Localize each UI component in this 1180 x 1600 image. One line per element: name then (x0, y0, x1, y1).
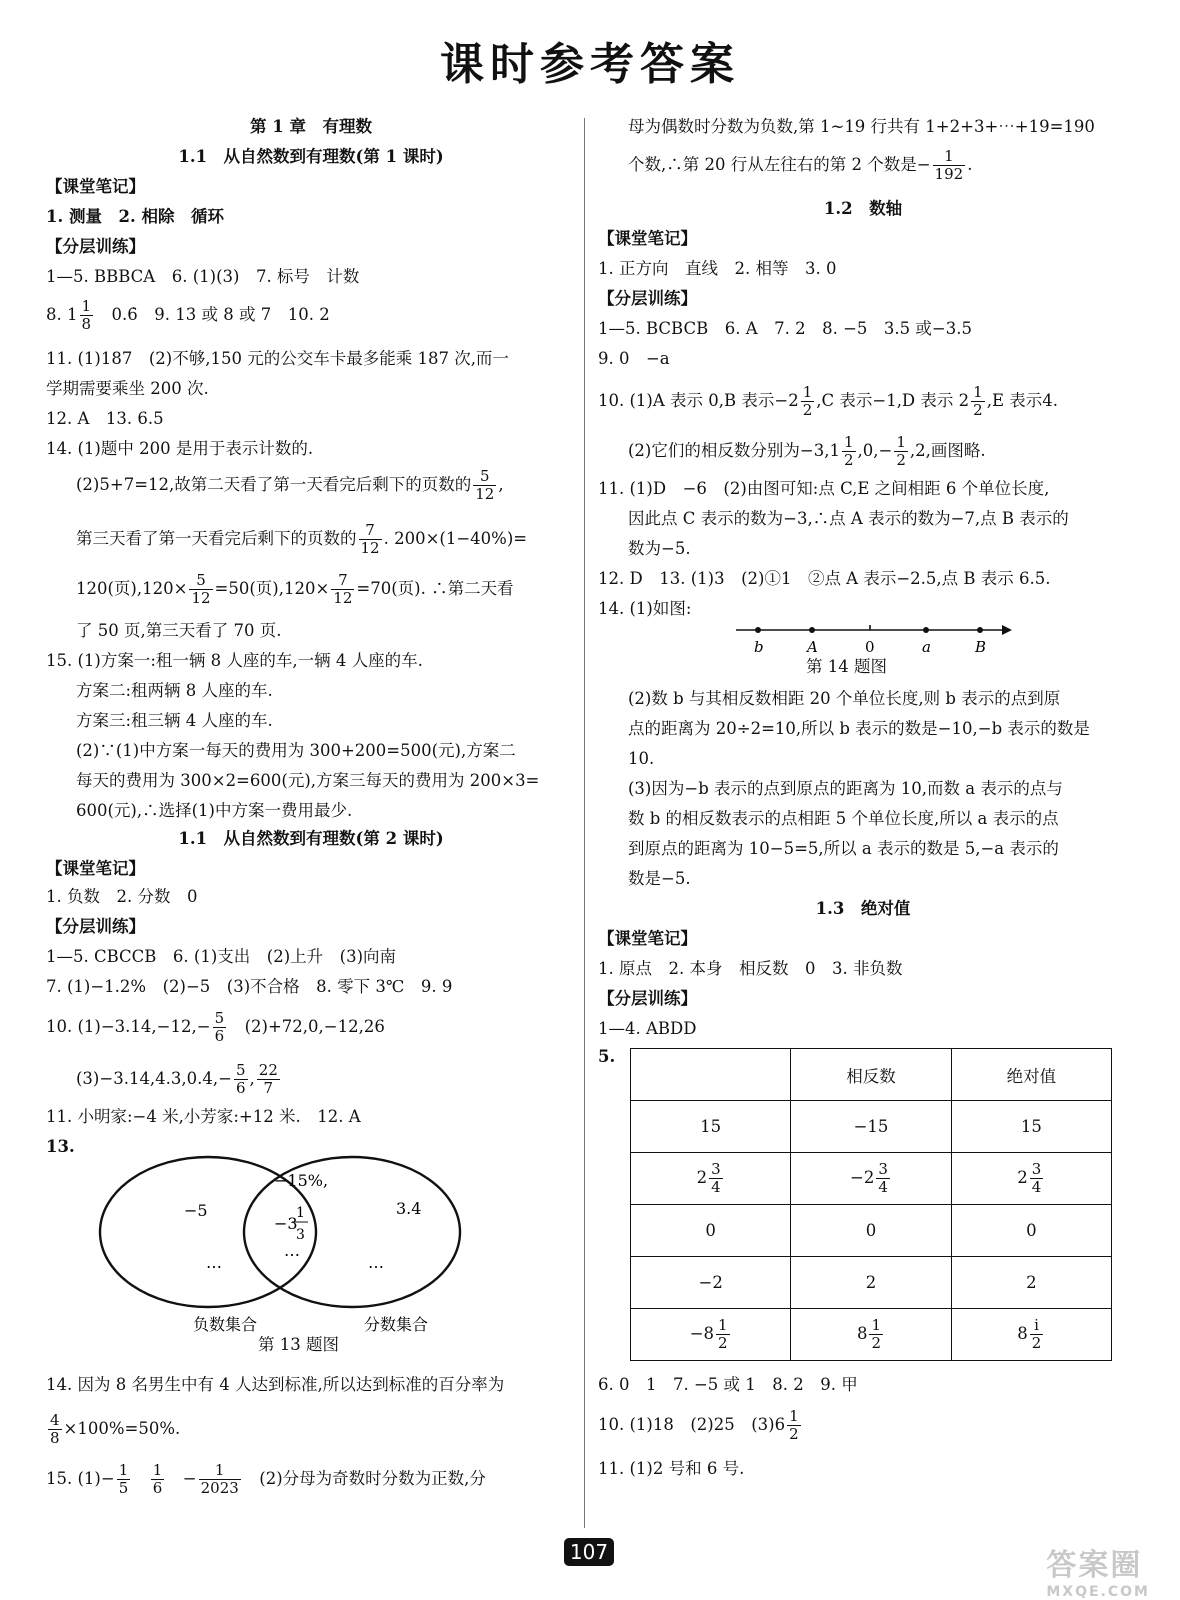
answer-line: 1. 负数 2. 分数 0 (46, 887, 198, 906)
label-A: A (807, 638, 818, 656)
fraction (716, 1317, 730, 1352)
answer-line: 12. A 13. 6.5 (46, 409, 164, 428)
label-B: B (975, 638, 987, 656)
fraction (151, 1462, 165, 1497)
answer-line: 1. 测量 2. 相除 循环 (46, 207, 224, 226)
answer-line: (3)因为−b 表示的点到原点的距离为 10,而数 a 表示的点与 (628, 779, 1063, 798)
venn-dots-left: … (206, 1253, 222, 1272)
answer-line (76, 468, 504, 503)
venn-right-value: 3.4 (396, 1199, 422, 1218)
table-cell: 2 (791, 1257, 951, 1309)
table-cell: 2 (951, 1257, 1111, 1309)
text: , (249, 1069, 255, 1088)
answer-line: 数为−5. (628, 539, 691, 558)
text: (2)5+7=12,故第二天看了第一天看完后剩下的页数的 (76, 475, 472, 494)
text: ×100%=50%. (63, 1419, 181, 1438)
fraction (933, 148, 966, 183)
fraction (894, 434, 908, 469)
table-cell: 0 (631, 1205, 791, 1257)
denominator: 4 (711, 1178, 721, 1196)
whole: 2 (696, 1168, 708, 1187)
numerator: 7 (359, 522, 382, 540)
fraction (80, 298, 94, 333)
watermark-logo: 答案圈 (1046, 1548, 1143, 1583)
fraction (842, 434, 856, 469)
table-row (631, 1257, 1112, 1309)
denominator: 6 (235, 1079, 246, 1097)
table-cell (951, 1153, 1111, 1205)
text: . (967, 155, 973, 174)
numerator: 5 (473, 468, 496, 486)
table-row (631, 1309, 1112, 1361)
answer-line: 方案三:租三辆 4 人座的车. (76, 711, 273, 730)
answer-line (628, 148, 972, 183)
numerator: 1 (843, 433, 854, 451)
text: 10. (1)−3.14,−12,− (46, 1017, 211, 1036)
text: 10. (1)18 (2)25 (3)6 (598, 1415, 786, 1434)
label-training: 【分层训练】 (46, 237, 145, 256)
table-header-row (631, 1049, 1112, 1101)
text: 120(页),120× (76, 579, 188, 598)
answer-line (628, 434, 986, 469)
answer-table (630, 1048, 1112, 1361)
answer-line: 13. (46, 1137, 75, 1156)
answer-line (46, 1462, 486, 1497)
numerator: 1 (933, 148, 966, 166)
answer-line: 7. (1)−1.2% (2)−5 (3)不合格 8. 零下 3℃ 9. 9 (46, 977, 453, 996)
numerator: i (1030, 1317, 1044, 1335)
text: 0.6̇ 9. 13 或 8 或 7 10. 2 (95, 305, 330, 324)
answer-line: 14. (1)题中 200 是用于表示计数的. (46, 439, 314, 458)
table-row (631, 1205, 1112, 1257)
denominator: 2 (789, 1425, 799, 1443)
fraction (473, 468, 496, 503)
denominator: 7 (263, 1079, 274, 1097)
answer-line: 1. 原点 2. 本身 相反数 0 3. 非负数 (598, 959, 903, 978)
whole: 8 (1017, 1324, 1028, 1343)
point-a (923, 627, 929, 633)
figure-caption: 第 14 题图 (806, 657, 887, 676)
numerator: 1 (789, 1407, 799, 1425)
answer-line: 数是−5. (628, 869, 691, 888)
fraction (189, 572, 212, 607)
denominator: 4 (1031, 1178, 1042, 1196)
table-cell: 0 (791, 1205, 951, 1257)
numerator: 1 (118, 1461, 129, 1479)
answer-line: 方案二:租两辆 8 人座的车. (76, 681, 273, 700)
fraction (48, 1412, 62, 1447)
axis-arrow (1002, 625, 1012, 635)
fraction (257, 1062, 280, 1097)
numerator: 5 (214, 1009, 225, 1027)
venn-dots-center: … (284, 1241, 300, 1260)
answer-line: 11. 小明家:−4 米,小芳家:+12 米. 12. A (46, 1107, 361, 1126)
venn-center-top: −15%, (274, 1171, 329, 1190)
table-header-cell: 相反数 (791, 1049, 951, 1101)
table-row (631, 1101, 1112, 1153)
fraction (331, 572, 354, 607)
numerator: 3 (1031, 1160, 1042, 1178)
answer-line (76, 522, 527, 557)
venn-diagram (96, 1132, 506, 1342)
text: 10. (1)A 表示 0,B 表示−2 (598, 391, 799, 410)
text: (3)−3.14,4.3,0.4̇,− (76, 1069, 232, 1088)
point-A (809, 627, 815, 633)
fraction (709, 1161, 723, 1196)
label-a: a (922, 638, 931, 656)
label-training: 【分层训练】 (598, 989, 697, 1008)
table-row (631, 1153, 1112, 1205)
answer-line: 12. D 13. (1)3 (2)①1 ②点 A 表示−2.5,点 B 表示 6.5. (598, 569, 1051, 588)
text: 个数,∴第 20 行从左往右的第 2 个数是− (628, 155, 931, 174)
answer-line (598, 384, 1058, 419)
label-classnotes: 【课堂笔记】 (46, 177, 145, 196)
text: (2)+72,0,−12,26 (228, 1017, 385, 1036)
page-number: 107 (564, 1538, 614, 1566)
denominator: 12 (191, 589, 211, 607)
numerator: 7 (331, 572, 354, 590)
numerator: 1 (802, 383, 813, 401)
text: ,E 表示4. (986, 391, 1058, 410)
table-cell (631, 1309, 791, 1361)
numerator: 1 (81, 297, 92, 315)
fraction (1030, 1317, 1044, 1352)
table-cell: 15 (631, 1101, 791, 1153)
watermark (1046, 1540, 1150, 1600)
label-classnotes: 【课堂笔记】 (598, 929, 697, 948)
label-training: 【分层训练】 (598, 289, 697, 308)
answer-line: 1—4. ABDD (598, 1019, 697, 1038)
text: , (498, 475, 504, 494)
text: =70(页). ∴第二天看 (356, 579, 514, 598)
text: (2)它们的相反数分别为−3,1 (628, 441, 840, 460)
numerator: 5 (235, 1061, 246, 1079)
denominator: 12 (475, 485, 495, 503)
denominator: 2 (871, 1334, 882, 1352)
denominator: 12 (360, 539, 380, 557)
label-0: 0 (865, 638, 875, 656)
text: − (182, 1469, 197, 1488)
fraction (234, 1062, 248, 1097)
whole: −8 (689, 1324, 715, 1343)
denominator: 6 (214, 1027, 225, 1045)
denominator: 192 (934, 165, 964, 183)
numerator: 1 (199, 1462, 241, 1480)
answer-line: 每天的费用为 300×2=600(元),方案三每天的费用为 200×3= (76, 771, 540, 790)
venn-center-denominator: 3 (296, 1227, 305, 1243)
venn-label-fraction: 分数集合 (364, 1315, 429, 1334)
numerator: 1 (718, 1316, 728, 1334)
venn-left-value: −5 (184, 1201, 208, 1220)
answer-line: 11. (1)187 (2)不够,150 元的公交车卡最多能乘 187 次,而一 (46, 349, 509, 368)
answer-line: 1—5. CBCCB 6. (1)支出 (2)上升 (3)向南 (46, 947, 397, 966)
label-classnotes: 【课堂笔记】 (598, 229, 697, 248)
venn-dots-right: … (368, 1253, 384, 1272)
numerator: 1 (871, 1316, 882, 1334)
denominator: 2 (802, 401, 813, 419)
denominator: 8 (50, 1429, 60, 1447)
answer-line: 到原点的距离为 10−5=5,所以 a 表示的数是 5,−a 表示的 (628, 839, 1059, 858)
table-header-cell: 绝对值 (951, 1049, 1111, 1101)
fraction (801, 384, 815, 419)
numerator: 1 (896, 433, 906, 451)
denominator: 2 (843, 451, 854, 469)
text: ,0,− (857, 441, 893, 460)
section-heading: 1.1 从自然数到有理数(第 1 课时) (178, 147, 444, 166)
text: =50(页),120× (214, 579, 330, 598)
table-cell (791, 1309, 951, 1361)
answer-line (46, 298, 330, 333)
answer-line: 15. (1)方案一:租一辆 8 人座的车,一辆 4 人座的车. (46, 651, 423, 670)
table-cell: 0 (951, 1205, 1111, 1257)
numerator: 3 (878, 1160, 888, 1178)
answer-line: 数 b 的相反数表示的点相距 5 个单位长度,所以 a 表示的点 (628, 809, 1059, 828)
answer-line: 6. 0 1 7. −5 或 1 8. 2 9. 甲 (598, 1375, 858, 1394)
answer-line: 9. 0 −a (598, 349, 670, 368)
answer-line: 10. (628, 749, 655, 768)
answer-line: 1—5. BBBCA 6. (1)(3) 7. 标号 计数 (46, 267, 360, 286)
whole: 8 (856, 1324, 868, 1343)
fraction (787, 1408, 801, 1443)
answer-line: 600(元),∴选择(1)中方案一费用最少. (76, 801, 353, 820)
fraction (876, 1161, 890, 1196)
numerator: 3 (711, 1160, 721, 1178)
page-title: 课时参考答案 (440, 39, 740, 90)
denominator: 2 (1031, 1334, 1042, 1352)
table-cell: −15 (791, 1101, 951, 1153)
answer-line: 14. (1)如图: (598, 599, 692, 618)
answer-line: 了 50 页,第三天看了 70 页. (76, 621, 282, 640)
text: 第三天看了第一天看完后剩下的页数的 (76, 529, 357, 548)
table-cell: −2 (631, 1257, 791, 1309)
venn-center-numerator: 1 (296, 1205, 305, 1221)
whole: 2 (1017, 1168, 1028, 1187)
table-cell (951, 1309, 1111, 1361)
fraction (359, 522, 382, 557)
denominator: 5 (118, 1479, 129, 1497)
numerator: 1 (973, 383, 983, 401)
denominator: 2 (718, 1334, 728, 1352)
fraction (869, 1317, 883, 1352)
answer-line: (2)数 b 与其相反数相距 20 个单位长度,则 b 表示的点到原 (628, 689, 1061, 708)
answer-line: 母为偶数时分数为负数,第 1~19 行共有 1+2+3+⋯+19=190 (628, 117, 1095, 136)
whole: −2 (850, 1168, 875, 1187)
answer-line: 5. (598, 1047, 616, 1066)
denominator: 2023 (200, 1479, 239, 1497)
answer-line: (2)∵(1)中方案一每天的费用为 300+200=500(元),方案二 (76, 741, 516, 760)
venn-center-whole: −3 (274, 1214, 298, 1233)
answer-line: 14. 因为 8 名男生中有 4 人达到标准,所以达到标准的百分率为 (46, 1375, 505, 1394)
section-heading: 1.2 数轴 (823, 199, 903, 218)
text: ,2,画图略. (909, 441, 986, 460)
label-classnotes: 【课堂笔记】 (46, 859, 145, 878)
answer-line: 学期需要乘坐 200 次. (46, 379, 209, 398)
label-training: 【分层训练】 (46, 917, 145, 936)
table-header-cell (631, 1049, 791, 1101)
text: 15. (1)− (46, 1469, 115, 1488)
answer-line: 点的距离为 20÷2=10,所以 b 表示的数是−10,−b 表示的数是 (628, 719, 1090, 738)
answer-line (76, 572, 514, 607)
point-b (755, 627, 761, 633)
answer-line (598, 1408, 803, 1443)
table-cell: 15 (951, 1101, 1111, 1153)
text: (2)分母为奇数时分数为正数,分 (259, 1469, 486, 1488)
answer-line (76, 1062, 282, 1097)
column-divider (584, 118, 585, 1528)
number-line-figure (728, 618, 1018, 658)
label-b: b (754, 638, 764, 656)
text: ,C 表示−1,D 表示 2 (816, 391, 970, 410)
denominator: 2 (896, 451, 906, 469)
denominator: 12 (333, 589, 353, 607)
fraction (213, 1010, 227, 1045)
venn-label-negative: 负数集合 (193, 1315, 258, 1334)
answer-line: 1—5. BCBCB 6. A 7. 2 8. −5 3.5 或−3.5 (598, 319, 972, 338)
answer-line: 11. (1)D −6 (2)由图可知:点 C,E 之间相距 6 个单位长度, (598, 479, 1050, 498)
text: 8. 1 (46, 305, 78, 324)
numerator: 1 (152, 1461, 163, 1479)
numerator: 22 (258, 1061, 278, 1079)
table-cell (791, 1153, 951, 1205)
denominator: 6 (152, 1479, 163, 1497)
fraction (117, 1462, 131, 1497)
answer-line: 1. 正方向 直线 2. 相等 3. 0 (598, 259, 837, 278)
answer-line (46, 1412, 180, 1447)
fraction (971, 384, 985, 419)
chapter-heading: 第 1 章 有理数 (250, 117, 372, 136)
text: . 200×(1−40%)= (383, 529, 528, 548)
figure-caption: 第 13 题图 (258, 1335, 339, 1354)
denominator: 2 (973, 401, 983, 419)
answer-line (46, 1010, 385, 1045)
numerator: 4 (50, 1411, 60, 1429)
table-cell (631, 1153, 791, 1205)
fraction (1030, 1161, 1044, 1196)
point-B (977, 627, 983, 633)
answer-line: 因此点 C 表示的数为−3,∴点 A 表示的数为−7,点 B 表示的 (628, 509, 1069, 528)
section-heading: 1.1 从自然数到有理数(第 2 课时) (178, 829, 444, 848)
denominator: 8 (81, 315, 92, 333)
answer-line: 11. (1)2 号和 6 号. (598, 1459, 745, 1478)
denominator: 4 (878, 1178, 888, 1196)
section-heading: 1.3 绝对值 (815, 899, 911, 918)
fraction (199, 1462, 241, 1497)
numerator: 5 (189, 572, 212, 590)
watermark-url: MXQE.COM (1046, 1584, 1150, 1600)
